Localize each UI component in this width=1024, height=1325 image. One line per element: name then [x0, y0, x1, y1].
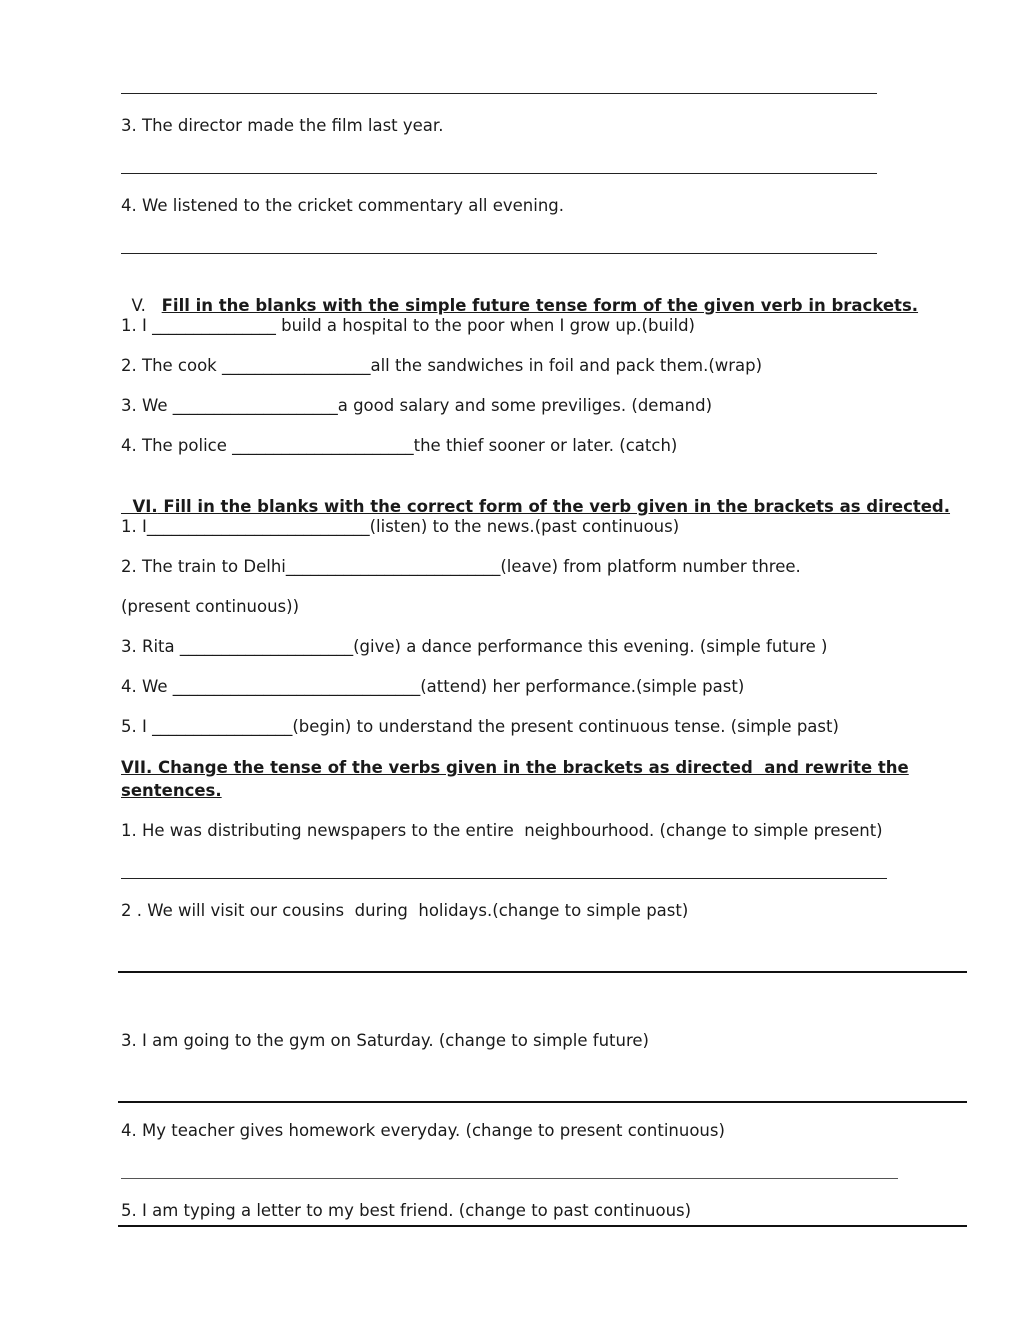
question-text: 4. My teacher gives homework everyday. (change to present continuous) [121, 1121, 725, 1140]
question-text: 5. I _________________(begin) to understand the present continuous tense. (simple past) [121, 717, 839, 736]
question-text: 4. We ______________________________(attend) her performance.(simple past) [121, 677, 745, 696]
answer-line [121, 878, 887, 879]
question-text: 1. He was distributing newspapers to the entire neighbourhood. (change to simple present) [121, 821, 883, 840]
question-text: 3. I am going to the gym on Saturday. (change to simple future) [121, 1031, 649, 1050]
section-vii-heading: VII. Change the tense of the verbs given in the brackets as directed and rewrite the [121, 758, 909, 777]
question-text: (present continuous)) [121, 597, 300, 616]
section-vii-heading-cont: sentences. [121, 781, 222, 800]
answer-line [121, 173, 877, 174]
section-title: Fill in the blanks with the simple future tense form of the given verb in brackets. [161, 296, 919, 315]
question-text: 1. I _______________ build a hospital to the poor when I grow up.(build) [121, 316, 695, 335]
question-text: 3. Rita _____________________(give) a dance performance this evening. (simple future ) [121, 637, 828, 656]
section-numeral: VI. [132, 497, 158, 516]
answer-line [121, 1178, 898, 1179]
section-title: Fill in the blanks with the correct form of the verb given in the brackets as directed. [157, 497, 951, 516]
question-text: 5. I am typing a letter to my best friend. (change to past continuous) [121, 1201, 692, 1220]
section-numeral: V. [131, 296, 146, 315]
question-text: 4. The police ______________________the thief sooner or later. (catch) [121, 436, 678, 455]
answer-line [118, 971, 967, 973]
question-text: 3. We ____________________a good salary and some previliges. (demand) [121, 396, 713, 415]
answer-line [118, 1225, 967, 1227]
answer-line [121, 93, 877, 94]
section-v-heading [121, 276, 918, 316]
question-text: 4. We listened to the cricket commentary all evening. [121, 196, 565, 215]
question-text: 3. The director made the film last year. [121, 116, 444, 135]
question-text: 2 . We will visit our cousins during holidays.(change to simple past) [121, 901, 689, 920]
question-text: 2. The cook __________________all the sandwiches in foil and pack them.(wrap) [121, 356, 763, 375]
answer-line [118, 1101, 967, 1103]
section-vi-heading [121, 477, 950, 517]
question-text: 1. I___________________________(listen) to the news.(past continuous) [121, 517, 680, 536]
answer-line [121, 253, 877, 254]
question-text: 2. The train to Delhi__________________________(leave) from platform number three. [121, 557, 801, 576]
